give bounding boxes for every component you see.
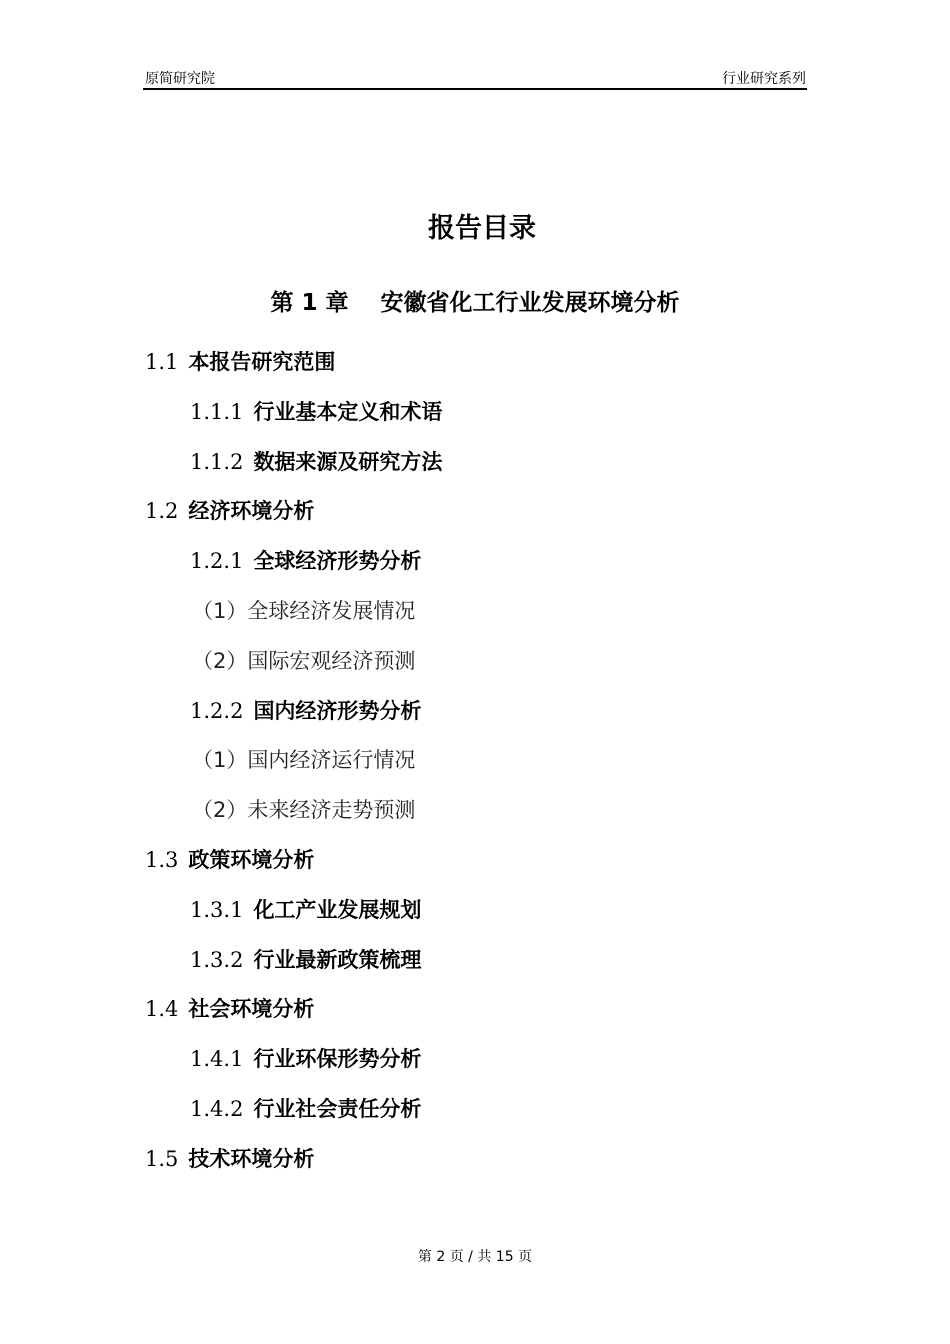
toc-entry-number: 1.4.2: [190, 1096, 244, 1121]
toc-entry-number: 1.3: [145, 847, 179, 872]
chapter-number: 第 1 章: [270, 290, 349, 316]
toc-entry-text: 全球经济形势分析: [253, 549, 422, 574]
toc-entry[interactable]: [0, 1093, 950, 1143]
toc-entry-text: 社会环境分析: [188, 997, 315, 1022]
toc-entry-number: 1.5: [145, 1146, 179, 1171]
toc-entry[interactable]: [0, 695, 950, 745]
toc-entry[interactable]: [0, 595, 950, 645]
toc-entry-text: （1）全球经济发展情况: [192, 598, 416, 623]
toc-entry-text: （2）国际宏观经济预测: [192, 648, 416, 673]
chapter-heading: [0, 284, 950, 317]
page-title: 报告目录: [428, 213, 536, 244]
toc-entry-number: 1.4.1: [190, 1047, 244, 1072]
toc-entry-number: 1.1.2: [190, 449, 244, 474]
toc-entry-number: 1.2: [145, 499, 179, 524]
toc-entry[interactable]: [0, 993, 950, 1043]
toc-entry[interactable]: [0, 744, 950, 794]
toc-entry-text: 经济环境分析: [188, 499, 315, 524]
toc-entry[interactable]: [0, 1143, 950, 1193]
toc-entry-number: 1.3.1: [190, 897, 244, 922]
chapter-title: 安徽省化工行业发展环境分析: [380, 290, 680, 316]
toc-entry[interactable]: [0, 1043, 950, 1093]
toc-entry-text: 本报告研究范围: [188, 350, 336, 374]
toc-entry-text: 数据来源及研究方法: [253, 449, 443, 474]
toc-entry[interactable]: [0, 794, 950, 844]
toc-entry-text: 行业社会责任分析: [253, 1096, 422, 1121]
table-of-contents: [0, 346, 950, 1193]
toc-entry-text: 行业最新政策梳理: [253, 947, 422, 972]
toc-entry-number: 1.2.1: [190, 549, 244, 574]
toc-entry-text: 政策环境分析: [188, 847, 315, 872]
toc-entry-text: 技术环境分析: [188, 1146, 315, 1171]
toc-entry[interactable]: [0, 346, 950, 396]
toc-entry-text: 行业基本定义和术语: [253, 399, 443, 424]
toc-entry-text: 化工产业发展规划: [253, 897, 422, 922]
header-divider: [143, 88, 807, 90]
page-number: 第 2 页 / 共 15 页: [417, 1249, 533, 1265]
header-left: 原简研究院: [145, 71, 215, 87]
toc-entry-number: 1.1: [145, 350, 179, 374]
toc-entry-text: （1）国内经济运行情况: [192, 748, 416, 773]
toc-entry-number: 1.3.2: [190, 947, 244, 972]
toc-entry-text: （2）未来经济走势预测: [192, 798, 416, 823]
toc-entry[interactable]: [0, 944, 950, 994]
toc-entry-number: 1.2.2: [190, 698, 244, 723]
header-right: 行业研究系列: [722, 71, 806, 87]
toc-entry[interactable]: [0, 446, 950, 496]
toc-entry[interactable]: [0, 645, 950, 695]
toc-entry-number: 1.4: [145, 997, 179, 1022]
toc-entry[interactable]: [0, 396, 950, 446]
toc-entry[interactable]: [0, 545, 950, 595]
toc-entry-text: 国内经济形势分析: [253, 698, 422, 723]
toc-entry-text: 行业环保形势分析: [253, 1047, 422, 1072]
toc-entry[interactable]: [0, 894, 950, 944]
toc-entry[interactable]: [0, 495, 950, 545]
toc-entry-number: 1.1.1: [190, 399, 244, 424]
toc-entry[interactable]: [0, 844, 950, 894]
